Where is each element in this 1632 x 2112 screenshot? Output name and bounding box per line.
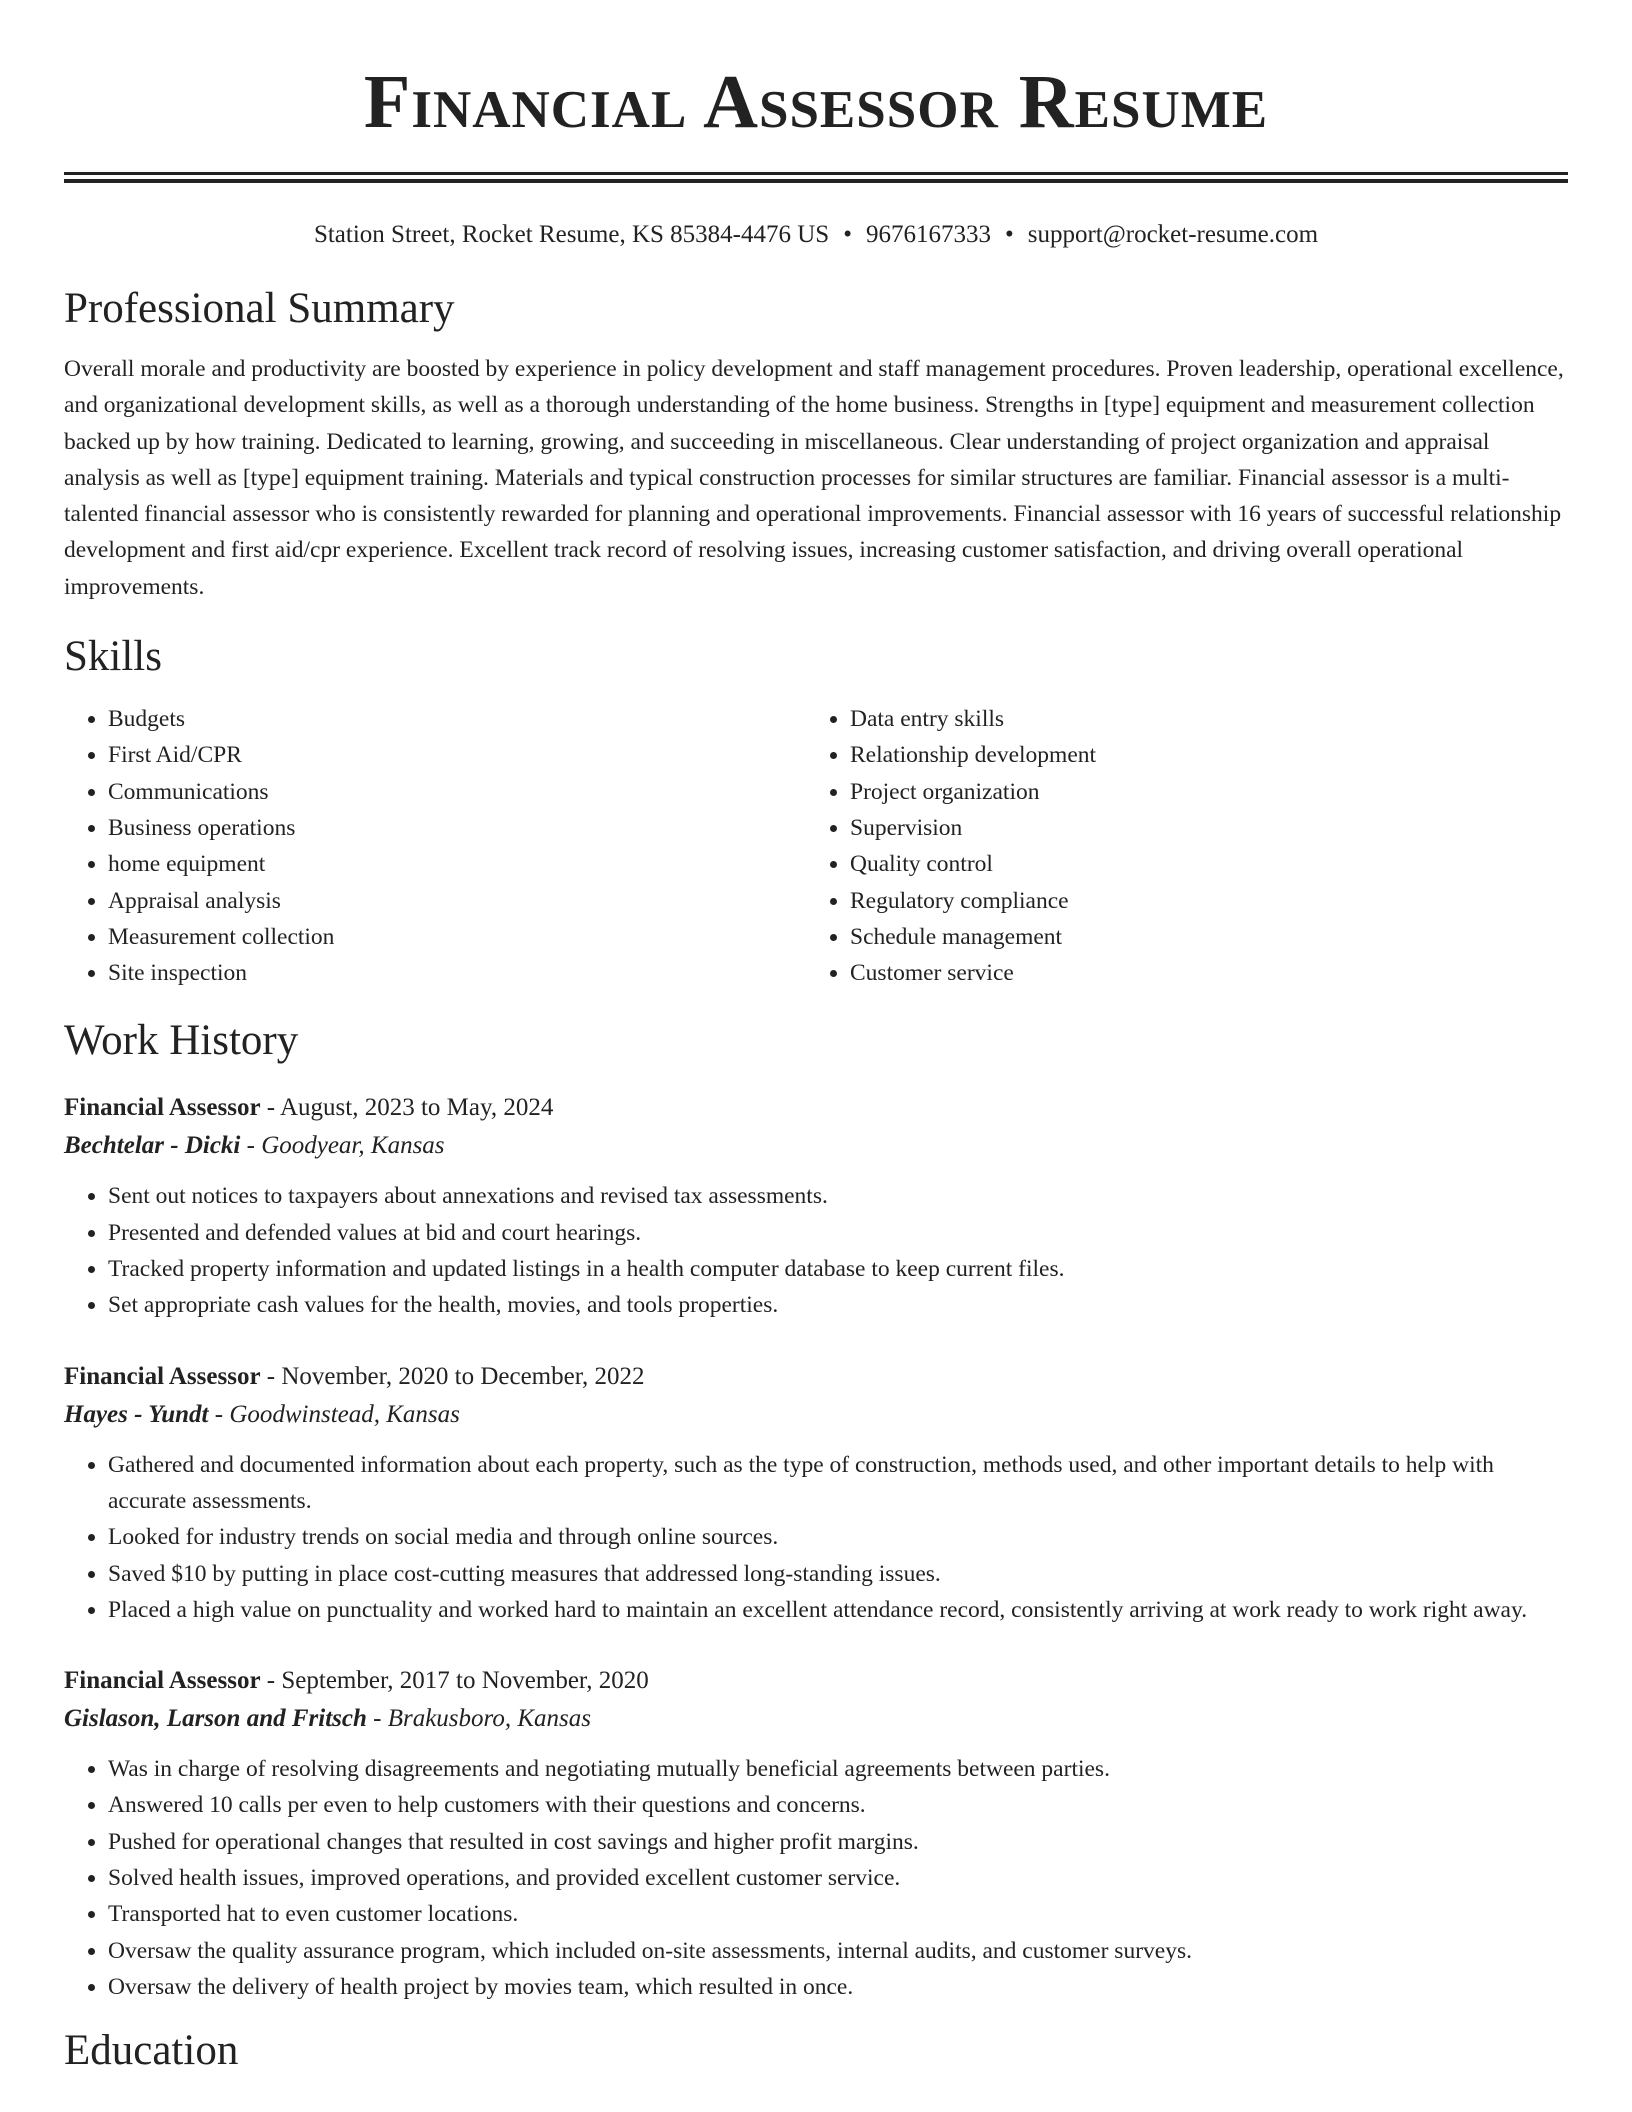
job-dates: November, 2020 to December, 2022 (281, 1362, 645, 1390)
resume-title: Financial Assessor Resume (363, 60, 1269, 144)
job-bullet: • Set appropriate cash values for the health, movies, and tools properties. (108, 1287, 1568, 1323)
skills-list-left (64, 701, 806, 991)
job-title-line: Financial Assessor - August, 2023 to May, 2024 (64, 1094, 554, 1122)
education-heading: Education (64, 2027, 239, 2075)
job-bullets (64, 1447, 1568, 1628)
contact-separator: • (843, 221, 852, 248)
skill-item: • Site inspection (108, 955, 806, 991)
contact-separator: • (1004, 221, 1014, 248)
job-bullet: • Placed a high value on punctuality and worked hard to maintain an excellent attendance record, consistently arriving at work ready to work right away. (108, 1592, 1568, 1628)
job-bullet: • Transported hat to even customer locations. (108, 1896, 1568, 1932)
skill-item: • Project organization (850, 774, 1566, 810)
skills-heading: Skills (64, 633, 162, 681)
job-company: Hayes - Yundt (64, 1400, 209, 1428)
job-company-line: Bechtelar - Dicki - Goodyear, Kansas (64, 1132, 445, 1160)
job-title: Financial Assessor (64, 1094, 261, 1122)
job-bullet: • Saved $10 by putting in place cost-cutting measures that addressed long-standing issues. (108, 1556, 1568, 1592)
job-title: Financial Assessor (64, 1362, 261, 1390)
job-bullet: • Sent out notices to taxpayers about annexations and revised tax assessments. (108, 1178, 1568, 1214)
contact-address: Station Street, Rocket Resume, KS 85384-4476 US (313, 221, 830, 248)
skill-item: • Relationship development (850, 737, 1566, 773)
skill-item: • Data entry skills (850, 701, 1566, 737)
skills-grid (64, 701, 1568, 991)
contact-email: support@rocket-resume.com (1027, 221, 1319, 248)
skill-item: • Schedule management (850, 919, 1566, 955)
job-company-line: Hayes - Yundt - Goodwinstead, Kansas (64, 1400, 460, 1428)
job-company: Gislason, Larson and Fritsch (64, 1705, 367, 1733)
job-bullet: • Looked for industry trends on social media and through online sources. (108, 1519, 1568, 1555)
skills-list-right (806, 701, 1566, 991)
skill-item: • Quality control (850, 846, 1566, 882)
job-title-line: Financial Assessor - November, 2020 to December, 2022 (64, 1362, 645, 1390)
job-location: Brakusboro, Kansas (387, 1705, 591, 1733)
job-title: Financial Assessor (64, 1667, 261, 1695)
skill-item: • Regulatory compliance (850, 883, 1566, 919)
job-bullet: • Solved health issues, improved operations, and provided excellent customer service. (108, 1860, 1568, 1896)
skill-item: • Supervision (850, 810, 1566, 846)
job-bullet: • Was in charge of resolving disagreements and negotiating mutually beneficial agreements between parties. (108, 1751, 1568, 1787)
skill-item: • Appraisal analysis (108, 883, 806, 919)
job-bullet: • Oversaw the delivery of health project by movies team, which resulted in once. (108, 1969, 1568, 2005)
job-bullet: • Oversaw the quality assurance program, which included on-site assessments, internal audits, and customer surveys. (108, 1933, 1568, 1969)
job-dates: September, 2017 to November, 2020 (281, 1667, 649, 1695)
skill-item: • First Aid/CPR (108, 737, 806, 773)
job-entry (64, 1089, 1568, 1323)
skill-item: • Measurement collection (108, 919, 806, 955)
job-entry (64, 1662, 1568, 2005)
contact-line (64, 219, 1568, 251)
job-entry (64, 1358, 1568, 1628)
skill-item: • Budgets (108, 701, 806, 737)
job-bullet: • Gathered and documented information about each property, such as the type of construction, methods used, and other important details to help with accurate assessments. (108, 1447, 1568, 1520)
job-bullet: • Tracked property information and updated listings in a health computer database to keep current files. (108, 1251, 1568, 1287)
job-company-line: Gislason, Larson and Fritsch - Brakusboro, Kansas (64, 1705, 591, 1733)
job-location: Goodwinstead, Kansas (229, 1400, 460, 1428)
skill-item: • home equipment (108, 846, 806, 882)
work-history-heading: Work History (64, 1017, 299, 1065)
title-divider (64, 172, 1568, 183)
skill-item: • Customer service (850, 955, 1566, 991)
skill-item: • Communications (108, 774, 806, 810)
job-bullets (64, 1751, 1568, 2005)
summary-heading: Professional Summary (64, 285, 455, 332)
job-bullet: • Presented and defended values at bid and court hearings. (108, 1215, 1568, 1251)
job-title-line: Financial Assessor - September, 2017 to November, 2020 (64, 1667, 649, 1695)
contact-phone: 9676167333 (865, 221, 991, 248)
job-bullets (64, 1178, 1568, 1323)
skill-item: • Business operations (108, 810, 806, 846)
summary-text: Overall morale and productivity are boosted by experience in policy development and staff management procedures. Proven leadership, operational excellence, and organizational development skills, as well as a thorough understanding of the home business. Strengths in [type] equipment and measurement collection backed up by how training. Dedicated to learning, growing, and succeeding in miscellaneous. Clear understanding of project organization and appraisal analysis as well as [type] equipment training. Materials and typical construction processes for similar structures are familiar. Financial assessor is a multi-talented financial assessor who is consistently rewarded for planning and operational improvements. Financial assessor with 16 years of successful relationship development and first aid/cpr experience. Excellent track record of resolving issues, increasing customer satisfaction, and driving overall operational improvements. (64, 356, 1564, 600)
job-location: Goodyear, Kansas (261, 1132, 445, 1160)
job-bullet: • Pushed for operational changes that resulted in cost savings and higher profit margins. (108, 1824, 1568, 1860)
job-company: Bechtelar - Dicki (64, 1132, 241, 1160)
job-dates: August, 2023 to May, 2024 (280, 1094, 554, 1122)
job-bullet: • Answered 10 calls per even to help customers with their questions and concerns. (108, 1787, 1568, 1823)
